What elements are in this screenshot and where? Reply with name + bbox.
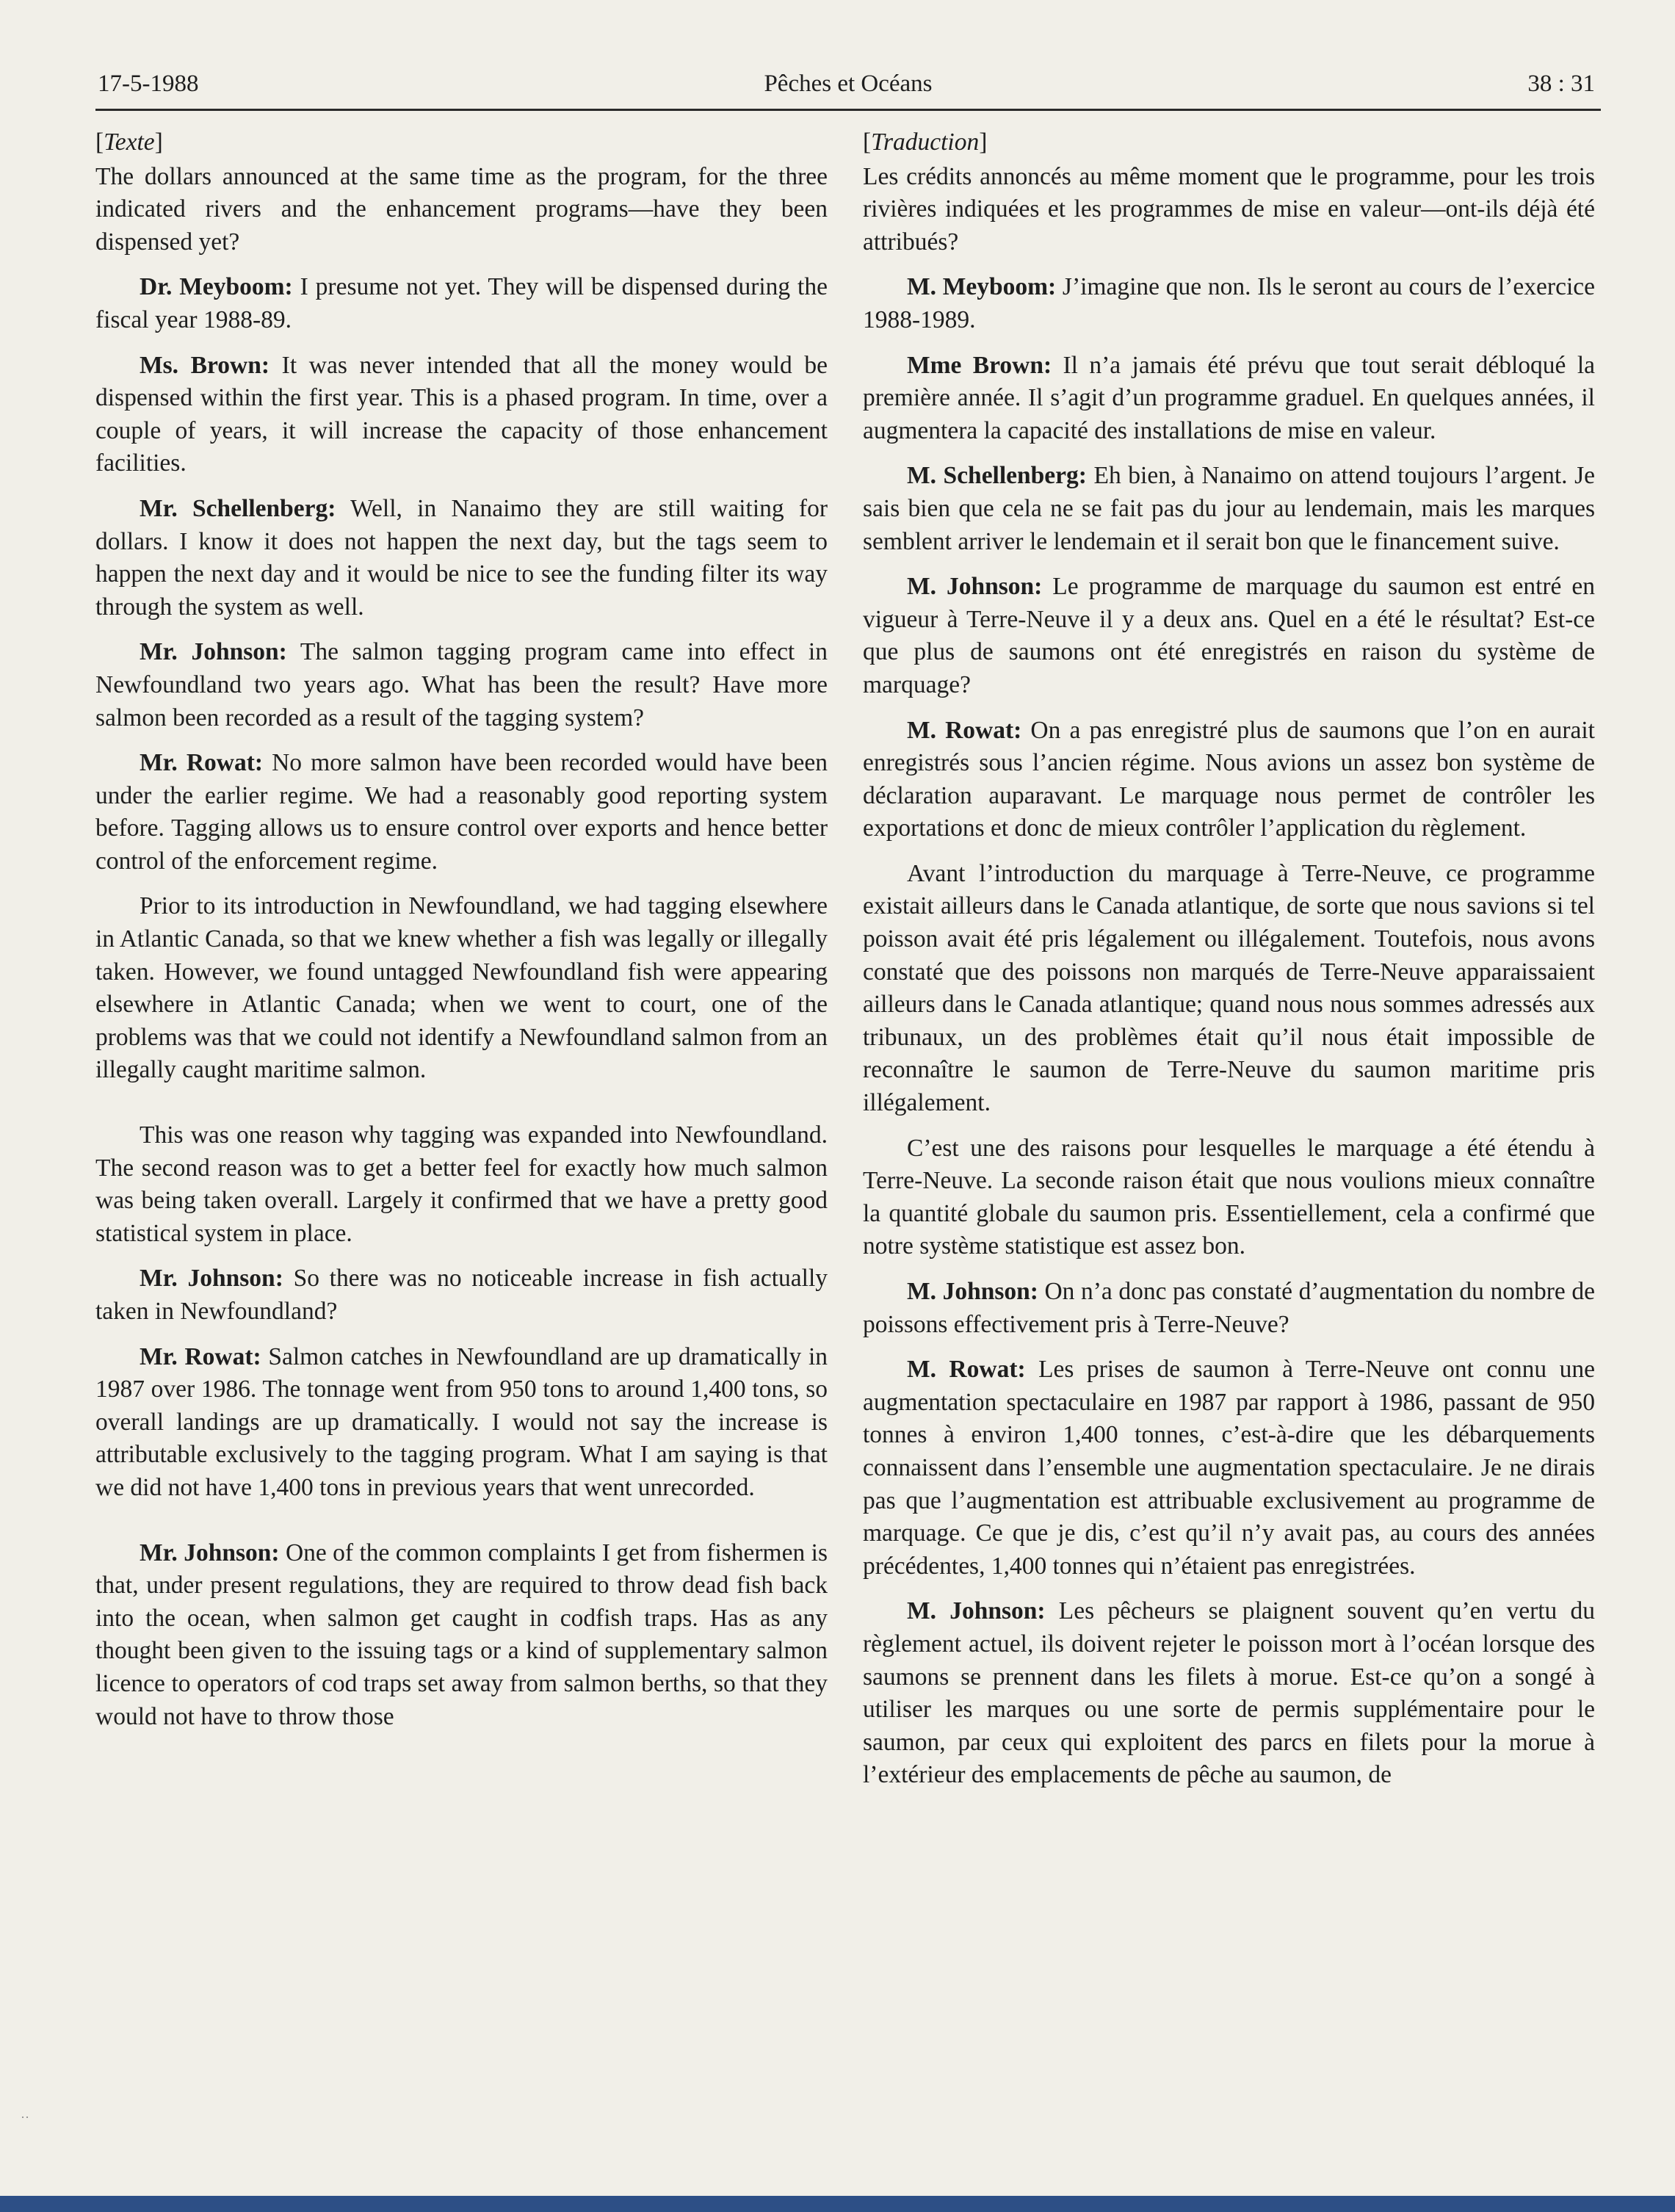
paragraph: M. Rowat: On a pas enregistré plus de saumons que l’on en aurait enregistrés sous l’ancien régime. Nous avions un assez bon système de déclaration auparavant. Le marquage nous permet de contrôler les exportations et donc de mieux contrôler l’application du règlement. (863, 716, 1595, 842)
english-column (95, 126, 828, 1746)
paragraph: Prior to its introduction in Newfoundland, we had tagging elsewhere in Atlantic Canada, so that we knew whether a fish was legally or illegally taken. However, we found untagged Newfoundland fish were appearing elsewhere in Atlantic Canada; when we went to court, one of the problems was that we could not identify a Newfoundland salmon from an illegally caught maritime salmon. (95, 892, 828, 1084)
speaker-name: M. Johnson: (907, 1597, 1046, 1625)
page-header (95, 65, 1601, 111)
paragraph: C’est une des raisons pour lesquelles le marquage a été étendu à Terre-Neuve. La seconde raison était que nous voulions mieux connaître la quantité globale du saumon pris. Essentiellement, cela a confirmé que notre système statistique est assez bon. (863, 1134, 1595, 1260)
speaker-name: Ms. Brown: (140, 351, 270, 379)
paragraph: Les crédits annoncés au même moment que le programme, pour les trois rivières indiquées et les programmes de mise en valeur—ont-ils déjà été attribués? (863, 162, 1595, 256)
paragraph: Mr. Johnson: So there was no noticeable increase in fish actually taken in Newfoundland? (95, 1265, 828, 1325)
paragraph: Mr. Rowat: Salmon catches in Newfoundland are up dramatically in 1987 over 1986. The tonnage went from 950 tons to around 1,400 tons, so overall landings are up dramatically. I would not say the increase is attributable exclusively to the tagging program. What I am saying is that we did not have 1,400 tons in previous years that went unrecorded. (95, 1342, 828, 1501)
paragraph: M. Meyboom: J’imagine que non. Ils le seront au cours de l’exercice 1988-1989. (863, 273, 1595, 333)
column-label-traduction: [Traduction] (863, 129, 988, 156)
speaker-name: Dr. Meyboom: (140, 273, 293, 301)
speaker-name: M. Meyboom: (907, 273, 1057, 301)
paragraph: Mr. Johnson: One of the common complaints I get from fishermen is that, under present regulations, they are required to throw dead fish back into the ocean, when salmon get caught in codfish traps. Has as any thought been given to the issuing tags or a kind of supplementary salmon licence to operators of cod traps set away from salmon berths, so that they would not have to throw those (95, 1539, 828, 1730)
speaker-name: M. Johnson: (907, 1278, 1038, 1305)
scan-bottom-edge (0, 2196, 1675, 2212)
paragraph: Mr. Johnson: The salmon tagging program came into effect in Newfoundland two years ago. What has been the result? Have more salmon been recorded as a result of the tagging system? (95, 638, 828, 731)
paragraph: This was one reason why tagging was expanded into Newfoundland. The second reason was to get a better feel for exactly how much salmon was being taken overall. Largely it confirmed that we have a pretty good statistical system in place. (95, 1121, 828, 1247)
speaker-name: Mr. Johnson: (140, 1265, 283, 1293)
paragraph: M. Johnson: Les pêcheurs se plaignent souvent qu’en vertu du règlement actuel, ils doivent rejeter le poisson mort à l’océan lorsque des saumons se prennent dans les filets à morue. Est-ce qu’on a songé à utiliser les marques ou une sorte de permis supplémentaire pour le saumon, par ceux qui exploitent des parcs en filets pour la morue à l’extérieur des emplacements de pêche au saumon, de (863, 1597, 1595, 1789)
paragraph: M. Schellenberg: Eh bien, à Nanaimo on attend toujours l’argent. Je sais bien que cela ne se fait pas du jour au lendemain, mais les marques semblent arriver le lendemain et il serait bon que le financement suive. (863, 462, 1595, 555)
speaker-name: M. Rowat: (907, 1356, 1026, 1384)
speaker-name: Mme Brown: (907, 351, 1052, 379)
header-title: Pêches et Océans (764, 71, 933, 97)
speaker-name: Mr. Rowat: (140, 749, 264, 777)
speaker-name: Mr. Rowat: (140, 1342, 261, 1370)
speaker-name: M. Johnson: (907, 573, 1043, 601)
paragraph: Avant l’introduction du marquage à Terre-Neuve, ce programme existait ailleurs dans le Canada atlantique, de sorte que nous savions si tel poisson avait été pris légalement ou illégalement. Toutefois, nous avons constaté que des poissons non marqués de Terre-Neuve apparaissaient ailleurs dans le Canada atlantique; quand nous nous sommes adressés aux tribunaux, un des problèmes était qu’il nous était impossible de reconnaître le saumon de Terre-Neuve du saumon maritime pris illégalement. (863, 859, 1595, 1117)
speaker-name: Mr. Schellenberg: (140, 494, 336, 522)
paragraph: Mr. Rowat: No more salmon have been recorded would have been under the earlier regime. We had a reasonably good reporting system before. Tagging allows us to ensure control over exports and hence better control of the enforcement regime. (95, 749, 828, 875)
paragraph: The dollars announced at the same time as the program, for the three indicated rivers and the enhancement programs—have they been dispensed yet? (95, 162, 828, 256)
french-column (863, 126, 1595, 1804)
column-label-texte: [Texte] (95, 129, 163, 156)
speaker-name: Mr. Johnson: (140, 638, 287, 666)
speaker-name: M. Rowat: (907, 716, 1022, 744)
header-page-number: 38 : 31 (1527, 71, 1595, 97)
paragraph: M. Johnson: Le programme de marquage du saumon est entré en vigueur à Terre-Neuve il y a deux ans. Quel en a été le résultat? Est-ce que plus de saumons ont été enregistrés en raison du système de marquage? (863, 573, 1595, 698)
paragraph: Ms. Brown: It was never intended that all the money would be dispensed within the first year. This is a phased program. In time, over a couple of years, it will increase the capacity of those enhancement facilities. (95, 351, 828, 477)
speaker-name: Mr. Johnson: (140, 1539, 280, 1566)
paragraph: Dr. Meyboom: I presume not yet. They will be dispensed during the fiscal year 1988-89. (95, 273, 828, 333)
header-date: 17-5-1988 (98, 71, 199, 97)
paragraph: M. Johnson: On n’a donc pas constaté d’augmentation du nombre de poissons effectivement pris à Terre-Neuve? (863, 1278, 1595, 1338)
paragraph: Mr. Schellenberg: Well, in Nanaimo they are still waiting for dollars. I know it does not happen the next day, but the tags seem to happen the next day and it would be nice to see the funding filter its way through the system as well. (95, 494, 828, 621)
speaker-name: M. Schellenberg: (907, 462, 1087, 490)
scan-mark: ·· (21, 2110, 29, 2125)
paragraph: M. Rowat: Les prises de saumon à Terre-Neuve ont connu une augmentation spectaculaire en 1987 par rapport à 1986, passant de 950 tonnes à environ 1,400 tonnes, c’est-à-dire que les débarquements connaissent dans l’ensemble une augmentation spectaculaire. Je ne dirais pas que l’augmentation est attribuable exclusivement au programme de marquage. Ce que je dis, c’est qu’il n’y avait pas, au cours des années précédentes, 1,400 tonnes qui n’étaient pas enregistrées. (863, 1356, 1595, 1580)
paragraph: Mme Brown: Il n’a jamais été prévu que tout serait débloqué la première année. Il s’agit d’un programme graduel. En quelques années, il augmentera la capacité des installations de mise en valeur. (863, 351, 1595, 444)
